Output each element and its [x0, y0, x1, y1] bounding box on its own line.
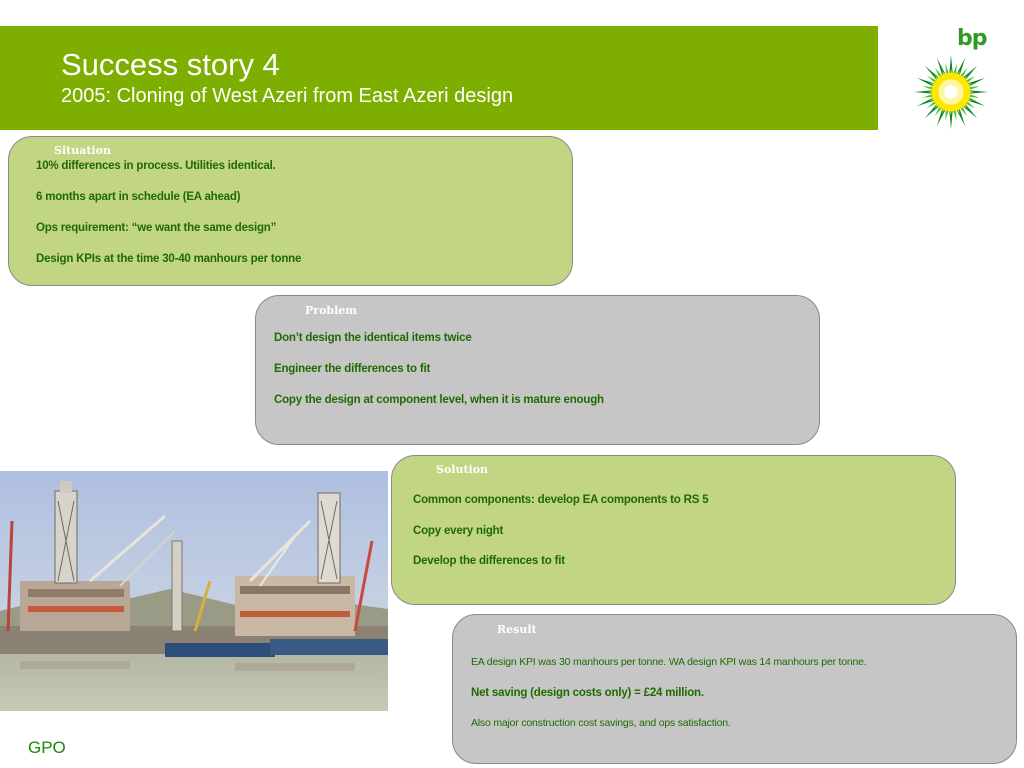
- solution-line: Common components: develop EA components to RS 5: [413, 494, 709, 506]
- situation-line: Ops requirement: “we want the same design”: [36, 222, 277, 234]
- problem-label: Problem: [305, 304, 357, 317]
- bp-logo-text: bp: [957, 26, 987, 51]
- situation-line: 10% differences in process. Utilities identical.: [36, 160, 276, 172]
- footer-gpo-label: GPO: [28, 738, 66, 757]
- solution-line: Develop the differences to fit: [413, 555, 565, 567]
- situation-line: 6 months apart in schedule (EA ahead): [36, 191, 241, 203]
- solution-label: Solution: [436, 463, 489, 476]
- result-line: Also major construction cost savings, and ops satisfaction.: [471, 717, 731, 729]
- problem-line: Engineer the differences to fit: [274, 363, 431, 375]
- problem-line: Don’t design the identical items twice: [274, 332, 472, 344]
- offshore-platform-construction-yard-photo: [0, 471, 388, 711]
- result-label: Result: [497, 623, 537, 636]
- slide-subtitle: 2005: Cloning of West Azeri from East Azeri design: [61, 85, 514, 107]
- situation-label: Situation: [54, 144, 111, 157]
- slide-title: Success story 4: [61, 47, 280, 82]
- bp-helios-sun-icon: [912, 53, 990, 131]
- problem-line: Copy the design at component level, when it is mature enough: [274, 394, 604, 406]
- result-line: EA design KPI was 30 manhours per tonne. WA design KPI was 14 manhours per tonne.: [471, 656, 867, 668]
- situation-line: Design KPIs at the time 30-40 manhours per tonne: [36, 253, 302, 265]
- result-line: Net saving (design costs only) = £24 million.: [471, 687, 704, 699]
- solution-line: Copy every night: [413, 525, 504, 537]
